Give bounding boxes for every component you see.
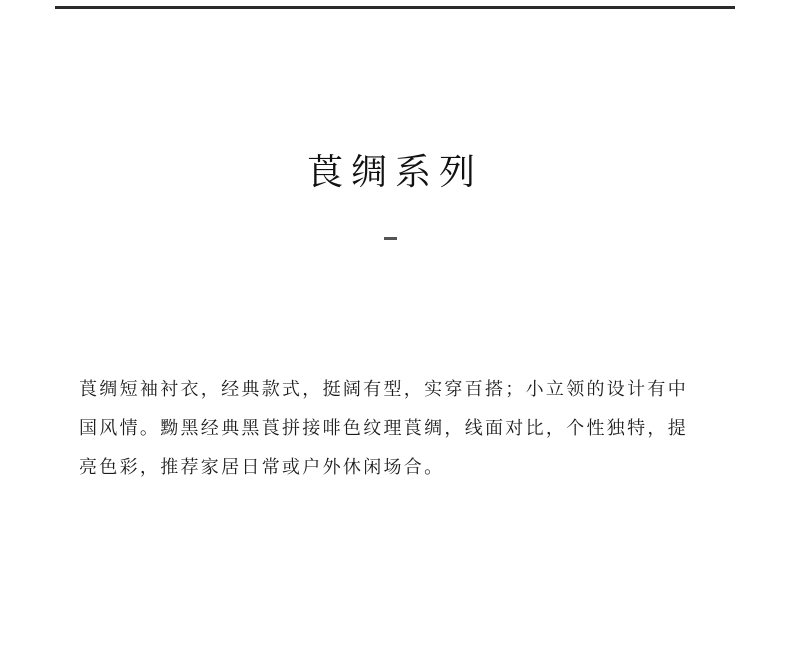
section-title: 莨绸系列 — [306, 152, 483, 193]
product-description: 莨绸短袖衬衣，经典款式，挺阔有型，实穿百搭；小立领的设计有中国风情。黝黑经典黑莨拼接啡色纹理莨绸，线面对比，个性独特，提亮色彩，推荐家居日常或户外休闲场合。 — [79, 379, 688, 478]
title-underline-dash — [384, 237, 397, 240]
top-divider — [55, 6, 735, 9]
